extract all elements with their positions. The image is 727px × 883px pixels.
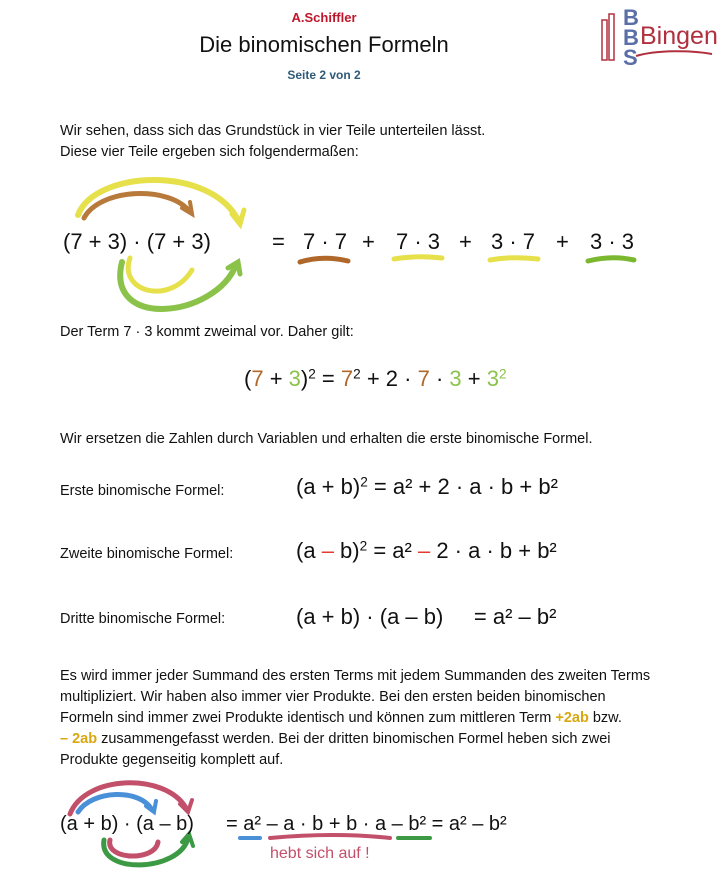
arrow-brown-top: [84, 193, 190, 218]
formula-2: (a – b)$^2$ = a² – 2 · a · b + b²: [296, 538, 557, 563]
expansion-term-1: 7 · 7: [303, 229, 348, 254]
explanation-line-2: multipliziert. Wir haben also immer vier Produkte. Bei den ersten beiden binomischen: [60, 689, 606, 705]
underline-yellow-1: [394, 257, 442, 259]
numeric-example: $(7 + 3)^2 = 7^2 + 2 \cdot 7 \cdot 3 + 3^2$: [244, 366, 507, 391]
formula-1: $(a + b)^2 = a^2 + 2 \cdot a \cdot b + b^2$: [296, 474, 558, 499]
underline-yellow-2: [490, 258, 538, 260]
third-example-lhs: (a + b) · (a – b): [60, 813, 194, 835]
expansion-term-2: 7 · 3: [396, 229, 441, 254]
variables-note: Wir ersetzen die Zahlen durch Variablen und erhalten die erste binomische Formel.: [60, 431, 593, 447]
intro-line-1: Wir sehen, dass sich das Grundstück in vier Teile unterteilen lässt.: [60, 123, 486, 139]
logo-letter-s: S: [623, 45, 638, 70]
author-name: A.Schiffler: [291, 10, 357, 25]
expansion-equals: =: [272, 229, 285, 254]
expansion-term-3: 3 · 7: [491, 229, 536, 254]
underline-green: [588, 258, 634, 261]
expansion-plus-3: +: [556, 229, 569, 254]
explanation-line-4: – 2ab zusammengefasst werden. Bei der dritten binomischen Formel heben sich zwei: [60, 731, 611, 747]
logo-letter-b1: B: [623, 5, 639, 30]
arrow-blue-top: [78, 794, 152, 812]
arrow-yellow-bottom: [128, 258, 192, 291]
intro-line-2: Diese vier Teile ergeben sich folgendermaßen:: [60, 144, 359, 160]
arrow-magenta-top: [70, 783, 186, 814]
third-example-rhs: = a² – a · b + b · a – b² = a² – b²: [226, 813, 507, 835]
page-title: Die binomischen Formeln: [199, 32, 449, 57]
formula-1-label: Erste binomische Formel:: [60, 483, 225, 499]
underline-brown: [300, 258, 348, 262]
expansion-lhs: (7 + 3) · (7 + 3): [63, 229, 211, 254]
explanation-line-5: Produkte gegenseitig komplett auf.: [60, 752, 284, 768]
expansion-plus-2: +: [459, 229, 472, 254]
formula-3: (a + b) · (a – b) = a² – b²: [296, 604, 557, 629]
logo-word-bingen: Bingen: [640, 22, 718, 50]
logo-letter-b2: B: [623, 25, 639, 50]
cancel-note: hebt sich auf !: [270, 845, 370, 862]
formula-2-label: Zweite binomische Formel:: [60, 546, 234, 562]
expansion-term-4: 3 · 3: [590, 229, 635, 254]
explanation-line-3: Formeln sind immer zwei Produkte identisch und können zum mittleren Term +2ab bzw.: [60, 710, 622, 726]
explanation-line-1: Es wird immer jeder Summand des ersten Terms mit jedem Summanden des zweiten Terms: [60, 668, 651, 684]
expansion-plus-1: +: [362, 229, 375, 254]
page-indicator: Seite 2 von 2: [287, 68, 361, 82]
formula-3-label: Dritte binomische Formel:: [60, 611, 226, 627]
term-note: Der Term 7 · 3 kommt zweimal vor. Daher gilt:: [60, 324, 354, 340]
arrow-magenta-bottom: [110, 840, 158, 856]
